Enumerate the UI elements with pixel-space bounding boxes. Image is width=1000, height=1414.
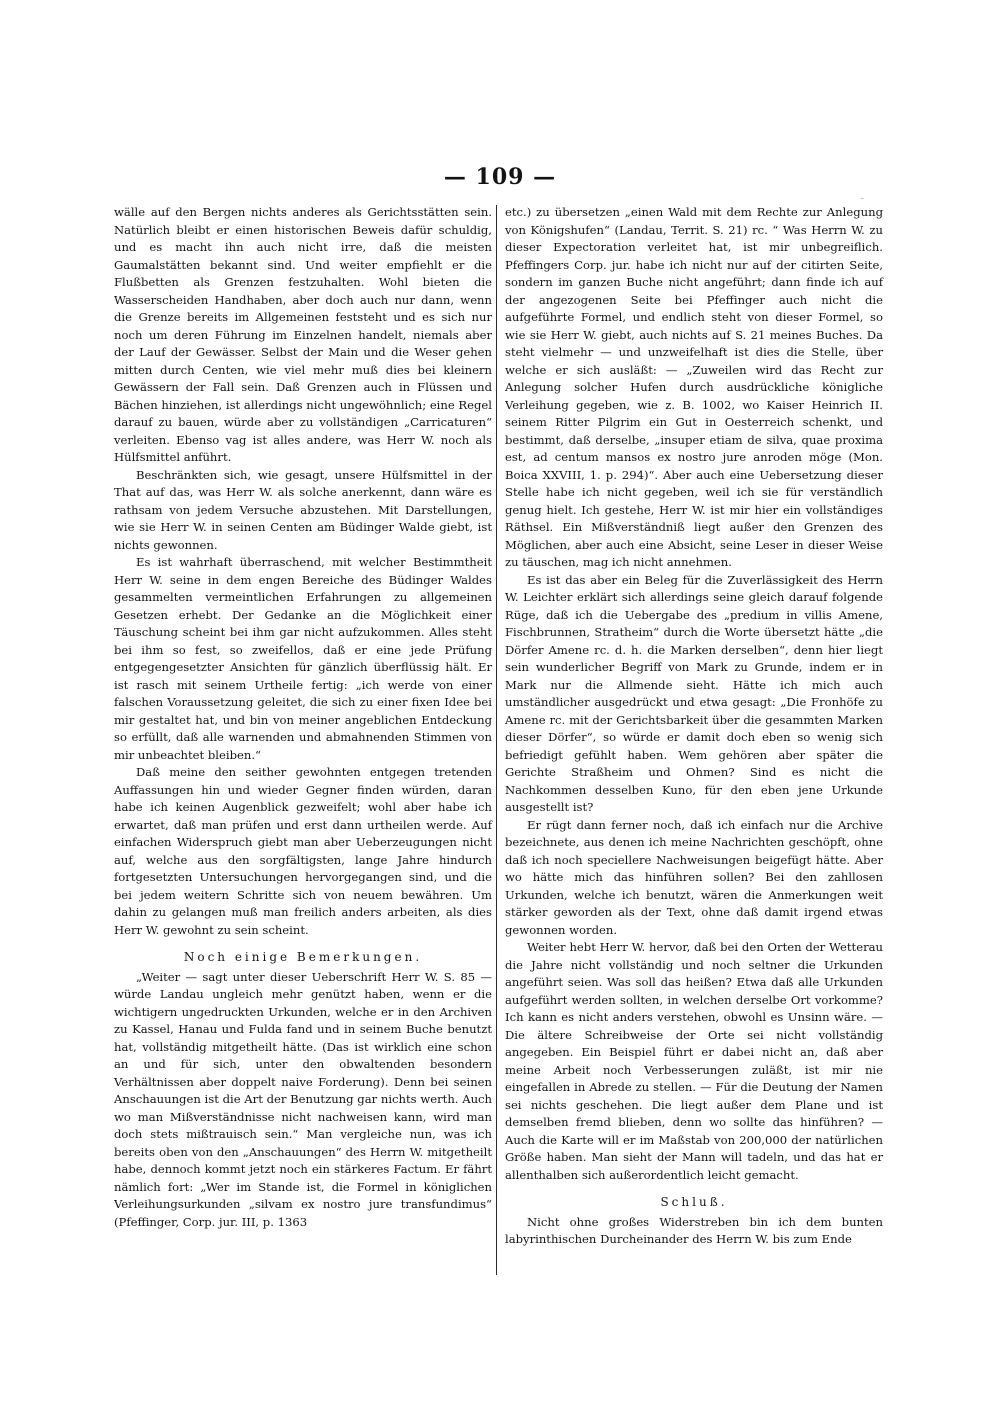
paragraph: wälle auf den Bergen nichts anderes als Gerichtsstätten sein. Natürlich bleibt er einen historischen Beweis dafür schuldig, und es macht ihn auch nicht irre, daß die meisten Gaumalstätten bekannt sind. Und weiter empfiehlt er die Flußbetten als Grenzen festzuhalten. Wohl bieten die Wasserscheiden Handhaben, aber doch auch nur dann, wenn die Grenze bereits im Allgemeinen feststeht und es sich nur noch um deren Führung im Einzelnen handelt, niemals aber der Lauf der Gewässer. Selbst der Main und die Weser gehen mitten durch Centen, wie viel mehr muß dies bei kleinern Gewässern der Fall sein. Daß Grenzen auch in Flüssen und Bächen hinziehen, ist allerdings nicht ungewöhnlich; eine Regel darauf zu bauen, würde aber zu vollständigen „Carricaturen“ verleiten. Ebenso vag ist alles andere, was Herr W. noch als Hülfsmittel anführt. [114, 205, 492, 464]
right-column [505, 204, 883, 1249]
paragraph: „Weiter — sagt unter dieser Ueberschrift Herr W. S. 85 — würde Landau ungleich mehr genützt haben, wenn er die wichtigern ungedruckten Urkunden, welche er in den Archiven zu Kassel, Hanau und Fulda fand und in seinem Buche benutzt hat, vollständig mitgetheilt hätte. (Das ist wirklich eine schon an und für sich, unter den obwaltenden besondern Verhältnissen aber doppelt naive Forderung). Denn bei seinen Anschauungen ist die Art der Benutzung gar nichts werth. Auch wo man Mißverständnisse nicht nachweisen kann, wird man doch stets mißtrauisch sein.“ Man vergleiche nun, was ich bereits oben von den „Anschauungen“ des Herrn W. mitgetheilt habe, dennoch kommt jetzt noch ein stärkeres Factum. Er fährt nämlich fort: „Wer im Stande ist, die Formel in königlichen Verleihungsurkunden „silvam ex nostro jure transfundimus“ (Pfeffinger, Corp. jur. III, p. 1363 [114, 969, 492, 1229]
paragraph: etc.) zu übersetzen „einen Wald mit dem Rechte zur Anlegung von Königshufen“ (Landau, Territ. S. 21) rc. “ Was Herrn W. zu dieser Expectoration verleitet hat, ist mir unbegreiflich. Pfeffingers Corp. jur. habe ich nicht nur auf der citirten Seite, sondern im ganzen Buche nicht angeführt; dann finde ich auf der angezogenen Seite bei Pfeffinger auch nicht die aufgeführte Formel, und endlich steht von dieser Formel, so wie sie Herr W. giebt, auch nichts auf S. 21 meines Buches. Da steht vielmehr — und unzweifelhaft ist dies die Stelle, über welche er sich ausläßt: — „Zuweilen wird das Recht zur Anlegung solcher Hufen durch ausdrückliche königliche Verleihung gegeben, wie z. B. 1002, wo Kaiser Heinrich II. seinem Ritter Pilgrim ein Gut in Oesterreich schenkt, und bestimmt, daß derselbe, „insuper etiam de silva, quae proxima est, ad centum mansos ex nostro jure anroden möge (Mon. Boica XXVIII, 1. p. 294)“. Aber auch eine Uebersetzung dieser Stelle habe ich nicht gegeben, weil ich sie für verständlich genug hielt. Ich gestehe, Herr W. ist mir hier ein vollständiges Räthsel. Ein Mißverständniß liegt außer den Grenzen des Möglichen, aber auch eine Absicht, seine Leser in dieser Weise zu täuschen, mag ich nicht annehmen. [505, 205, 883, 569]
left-column [114, 204, 492, 1231]
section-heading: Noch einige Bemerkungen. [183, 950, 423, 964]
paragraph: Weiter hebt Herr W. hervor, daß bei den Orten der Wetterau die Jahre nicht vollständig und noch seltner die Urkunden angeführt seien. Was soll das heißen? Etwa daß alle Urkunden aufgeführt werden sollten, in welchen derselbe Ort vorkomme? Ich kann es nicht anders verstehen, obwohl es Unsinn wäre. — Die ältere Schreibweise der Orte sei nicht vollständig angegeben. Ein Beispiel führt er dabei nicht an, daß aber meine Arbeit noch Verbesserungen zuläßt, ist mir nie eingefallen in Abrede zu stellen. — Für die Deutung der Namen sei nichts geschehen. Die liegt außer dem Plane und ist demselben fremd blieben, denn wo sollte das hinführen? — Auch die Karte will er im Maßstab von 200,000 der natürlichen Größe haben. Man sieht der Mann will tadeln, und das hat er allenthalben sich außerordentlich leicht gemacht. [505, 940, 883, 1182]
paragraph: Beschränkten sich, wie gesagt, unsere Hülfsmittel in der That auf das, was Herr W. als solche anerkennt, dann wäre es rathsam von jedem Versuche abzustehen. Mit Darstellungen, wie sie Herr W. in seinen Centen am Büdinger Walde giebt, ist nichts gewonnen. [114, 467, 492, 552]
paragraph: Nicht ohne großes Widerstreben bin ich dem bunten labyrinthischen Durcheinander des Herrn W. bis zum Ende [505, 1214, 883, 1246]
column-divider [496, 205, 497, 1275]
paragraph: Er rügt dann ferner noch, daß ich einfach nur die Archive bezeichnete, aus denen ich meine Nachrichten geschöpft, ohne daß ich noch speciellere Nachweisungen beigefügt hätte. Aber wo hätte mich das hinführen sollen? Bei den zahllosen Urkunden, welche ich benutzt, wären die Anmerkungen weit stärker geworden als der Text, ohne daß damit irgend etwas gewonnen worden. [505, 817, 883, 937]
page-number: — 109 — [443, 164, 557, 190]
section-heading: Schluß. [660, 1195, 728, 1209]
paragraph: Daß meine den seither gewohnten entgegen tretenden Auffassungen hin und wieder Gegner finden würden, daran habe ich keinen Augenblick gezweifelt; wohl aber habe ich erwartet, daß man prüfen und erst dann urtheilen werde. Auf einfachen Widerspruch giebt man aber Ueberzeugungen nicht auf, welche aus den sorgfältigsten, lange Jahre hindurch fortgesetzten Untersuchungen hervorgegangen sind, und die bei jedem weitern Schritte sich von neuem bewähren. Um dahin zu gelangen muß man freilich anders arbeiten, als dies Herr W. gewohnt zu sein scheint. [114, 765, 492, 937]
paragraph: Es ist wahrhaft überraschend, mit welcher Bestimmtheit Herr W. seine in dem engen Bereiche des Büdinger Waldes gesammelten vermeintlichen Erfahrungen zu allgemeinen Gesetzen erhebt. Der Gedanke an die Möglichkeit einer Täuschung scheint bei ihm gar nicht aufzukommen. Alles steht bei ihm so fest, so zweifellos, daß er eine jede Prüfung entgegengesetzter Ansichten für gänzlich überflüssig hält. Er ist rasch mit seinem Urtheile fertig: „ich werde von einer falschen Voraussetzung geleitet, die sich zu einer fixen Idee bei mir gestaltet hat, und bin von meiner angeblichen Entdeckung so erfüllt, daß alle warnenden und abmahnenden Stimmen von mir unbeachtet bleiben.“ [114, 555, 492, 762]
print-mark: ⁻ [860, 196, 865, 205]
paragraph: Es ist das aber ein Beleg für die Zuverlässigkeit des Herrn W. Leichter erklärt sich allerdings seine gleich darauf folgende Rüge, daß ich die Uebergabe des „predium in villis Amene, Fischbrunnen, Stratheim“ durch die Worte übersetzt hätte „die Dörfer Amene rc. d. h. die Marken derselben“, denn hier liegt sein wunderlicher Begriff von Mark zu Grunde, indem er in Mark nur die Allmende sieht. Hätte ich mich auch umständlicher ausgedrückt und etwa gesagt: „Die Fronhöfe zu Amene rc. mit der Gerichtsbarkeit über die gesammten Marken dieser Dörfer“, so würde er damit doch eben so wenig sich befriedigt gefühlt haben. Wem gehören aber später die Gerichte Straßheim und Ohmen? Sind es nicht die Nachkommen desselben Kuno, für den eben jene Urkunde ausgestellt ist? [505, 572, 883, 814]
